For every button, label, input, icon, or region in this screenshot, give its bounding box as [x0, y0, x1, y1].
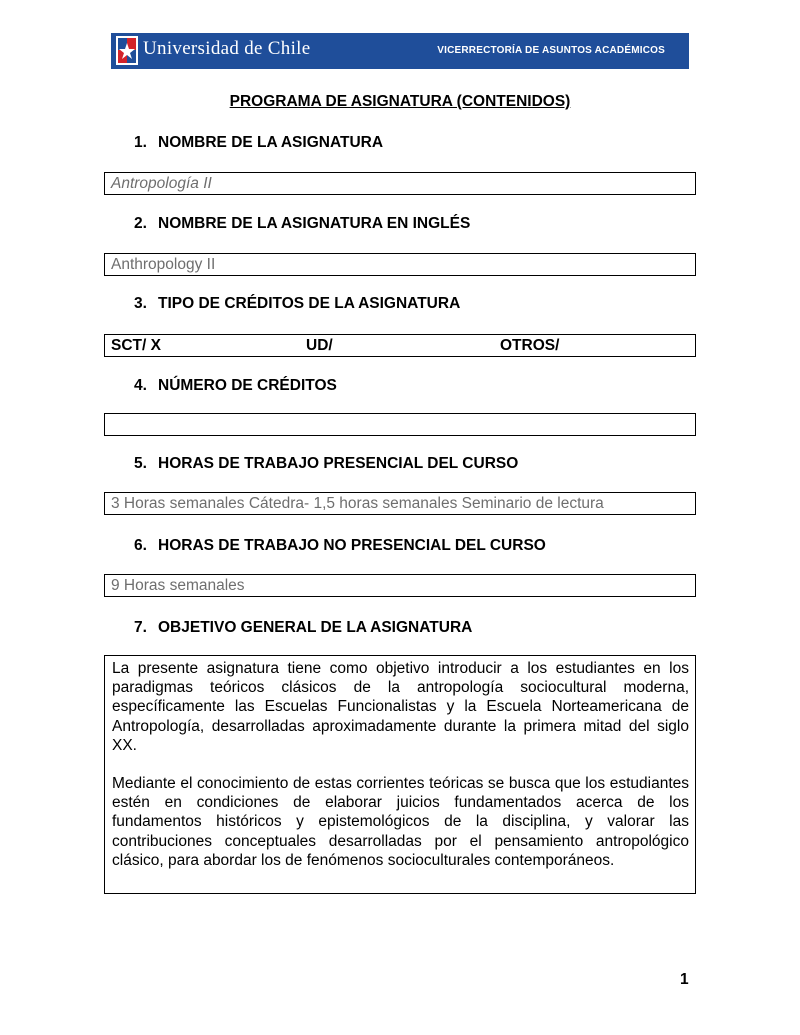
credit-count-field	[104, 413, 696, 436]
section-6-heading	[134, 537, 546, 555]
section-heading-text: TIPO DE CRÉDITOS DE LA ASIGNATURA	[158, 295, 461, 312]
credit-type-sct: SCT/ X	[111, 337, 161, 354]
presential-hours-field	[104, 492, 696, 515]
section-5-heading	[134, 455, 518, 473]
credit-type-ud: UD/	[306, 337, 333, 354]
university-shield-icon	[116, 36, 138, 65]
section-heading-text: HORAS DE TRABAJO NO PRESENCIAL DEL CURSO	[158, 537, 546, 554]
subject-name-english-value: Anthropology II	[111, 256, 216, 273]
section-number: 4.	[134, 377, 147, 394]
non-presential-hours-value: 9 Horas semanales	[111, 577, 245, 594]
subject-name-english-field	[104, 253, 696, 276]
section-2-heading	[134, 215, 470, 233]
objective-paragraph: La presente asignatura tiene como objetivo introducir a los estudiantes en los paradigmas teóricos clásicos de la antropología sociocultural moderna, específicamente las Escuelas Funcionalistas y la Escuela Norteamericana de Antropología, desarrolladas aproximadamente durante la primera mitad del siglo XX.	[112, 660, 689, 754]
section-number: 6.	[134, 537, 147, 554]
section-4-heading	[134, 377, 337, 395]
section-number: 1.	[134, 134, 147, 151]
general-objective-field	[104, 655, 696, 894]
university-name: Universidad de Chile	[143, 38, 311, 59]
section-number: 5.	[134, 455, 147, 472]
section-7-heading	[134, 619, 472, 637]
section-heading-text: NOMBRE DE LA ASIGNATURA	[158, 134, 384, 151]
section-number: 3.	[134, 295, 147, 312]
header-banner	[111, 33, 689, 69]
subject-name-field	[104, 172, 696, 195]
subject-name-value: Antropología II	[111, 175, 212, 192]
presential-hours-value: 3 Horas semanales Cátedra- 1,5 horas semanales Seminario de lectura	[111, 495, 604, 512]
document-title: PROGRAMA DE ASIGNATURA (CONTENIDOS)	[229, 93, 571, 110]
section-heading-text: NOMBRE DE LA ASIGNATURA EN INGLÉS	[158, 215, 471, 232]
non-presential-hours-field	[104, 574, 696, 597]
credit-type-otros: OTROS/	[500, 337, 560, 354]
page-number: 1	[680, 971, 689, 988]
section-number: 2.	[134, 215, 147, 232]
section-heading-text: HORAS DE TRABAJO PRESENCIAL DEL CURSO	[158, 455, 519, 472]
credit-type-field	[104, 334, 696, 357]
section-1-heading	[134, 134, 383, 152]
objective-paragraph: Mediante el conocimiento de estas corrientes teóricas se busca que los estudiantes estén en condiciones de elaborar juicios fundamentados acerca de los fundamentos históricos y epistemológicos de la disciplina, y valorar las contribuciones conceptuales desarrolladas por el pensamiento antropológico clásico, para abordar los de fenómenos socioculturales contemporáneos.	[112, 775, 689, 869]
section-heading-text: OBJETIVO GENERAL DE LA ASIGNATURA	[158, 619, 473, 636]
section-heading-text: NÚMERO DE CRÉDITOS	[158, 377, 337, 394]
section-3-heading	[134, 295, 460, 313]
office-name: VICERRECTORÍA DE ASUNTOS ACADÉMICOS	[437, 45, 665, 56]
section-number: 7.	[134, 619, 147, 636]
